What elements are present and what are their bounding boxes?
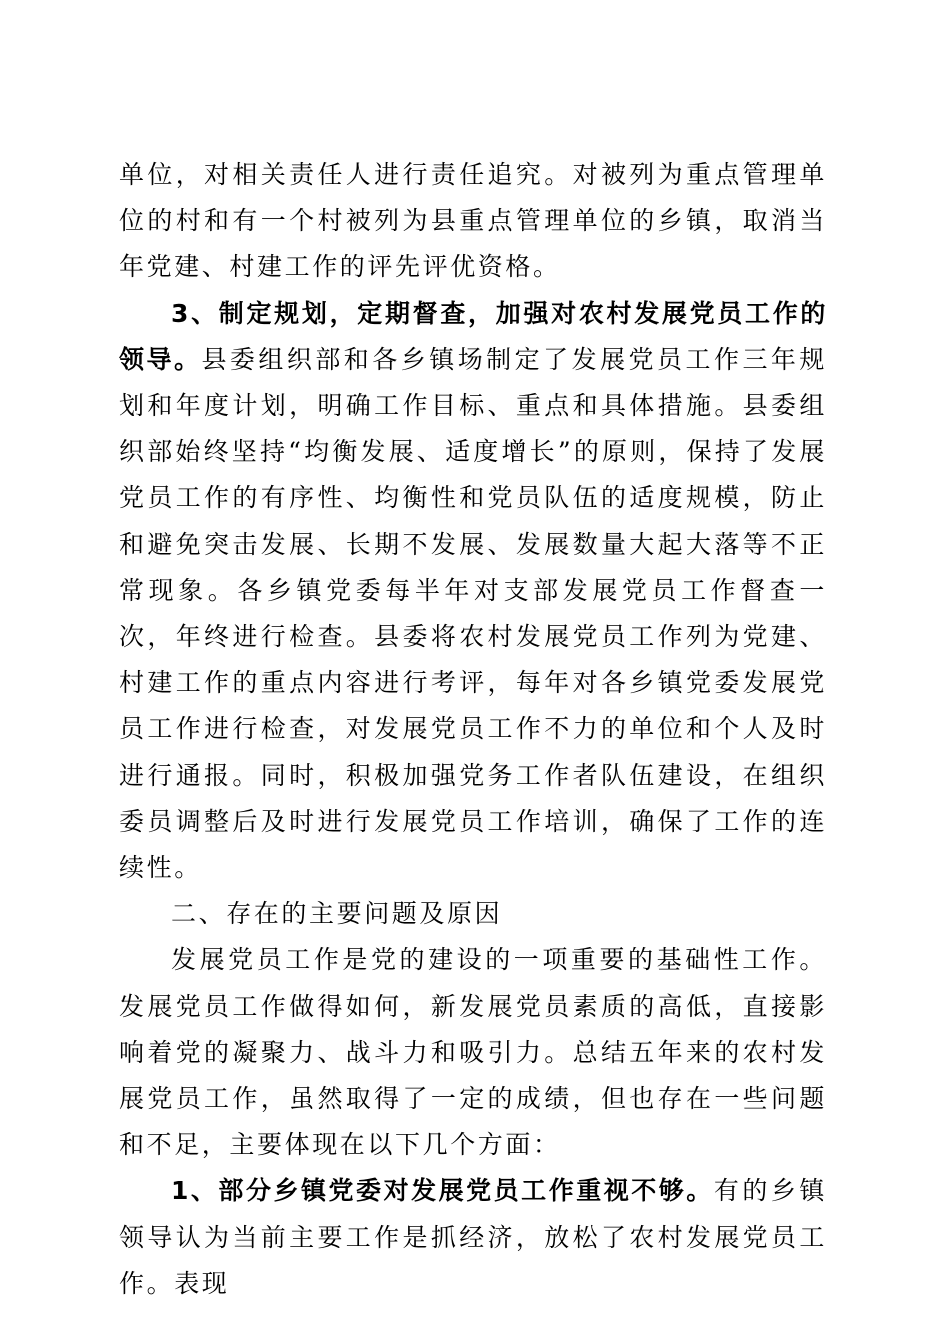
paragraph-lead-bold: 1、部分乡镇党委对发展党员工作重视不够。 <box>171 1176 714 1206</box>
paragraph-lead-bold: 3、制定规划，定期督查，加强对农村发展党员工作的领导。 <box>119 298 827 374</box>
section-heading-problems: 二、存在的主要问题及原因 <box>171 899 503 929</box>
paragraph-planning-supervision <box>119 291 827 892</box>
paragraph-body: 有的乡镇领导认为当前主要工作是抓经济，放松了农村发展党员工作。表现 <box>119 1176 827 1298</box>
paragraph-problems-intro: 发展党员工作是党的建设的一项重要的基础性工作。发展党员工作做得如何，新发展党员素质的高低，直接影响着党的凝聚力、战斗力和吸引力。总结五年来的农村发展党员工作，虽然取得了一定的成绩，但也存在一些问题和不足，主要体现在以下几个方面： <box>119 945 827 1160</box>
paragraph-continuation: 单位，对相关责任人进行责任追究。对被列为重点管理单位的村和有一个村被列为县重点管理单位的乡镇，取消当年党建、村建工作的评先评优资格。 <box>119 160 827 282</box>
paragraph-body: 县委组织部和各乡镇场制定了发展党员工作三年规划和年度计划，明确工作目标、重点和具体措施。县委组织部始终坚持“均衡发展、适度增长”的原则，保持了发展党员工作的有序性、均衡性和党员队伍的适度规模，防止和避免突击发展、长期不发展、发展数量大起大落等不正常现象。各乡镇党委每半年对支部发展党员工作督查一次，年终进行检查。县委将农村发展党员工作列为党建、村建工作的重点内容进行考评，每年对各乡镇党委发展党员工作进行检查，对发展党员工作不力的单位和个人及时进行通报。同时，积极加强党务工作者队伍建设，在组织委员调整后及时进行发展党员工作培训，确保了工作的连续性。 <box>119 344 828 883</box>
document-page <box>119 152 827 1307</box>
paragraph-problem-1 <box>119 1168 827 1307</box>
